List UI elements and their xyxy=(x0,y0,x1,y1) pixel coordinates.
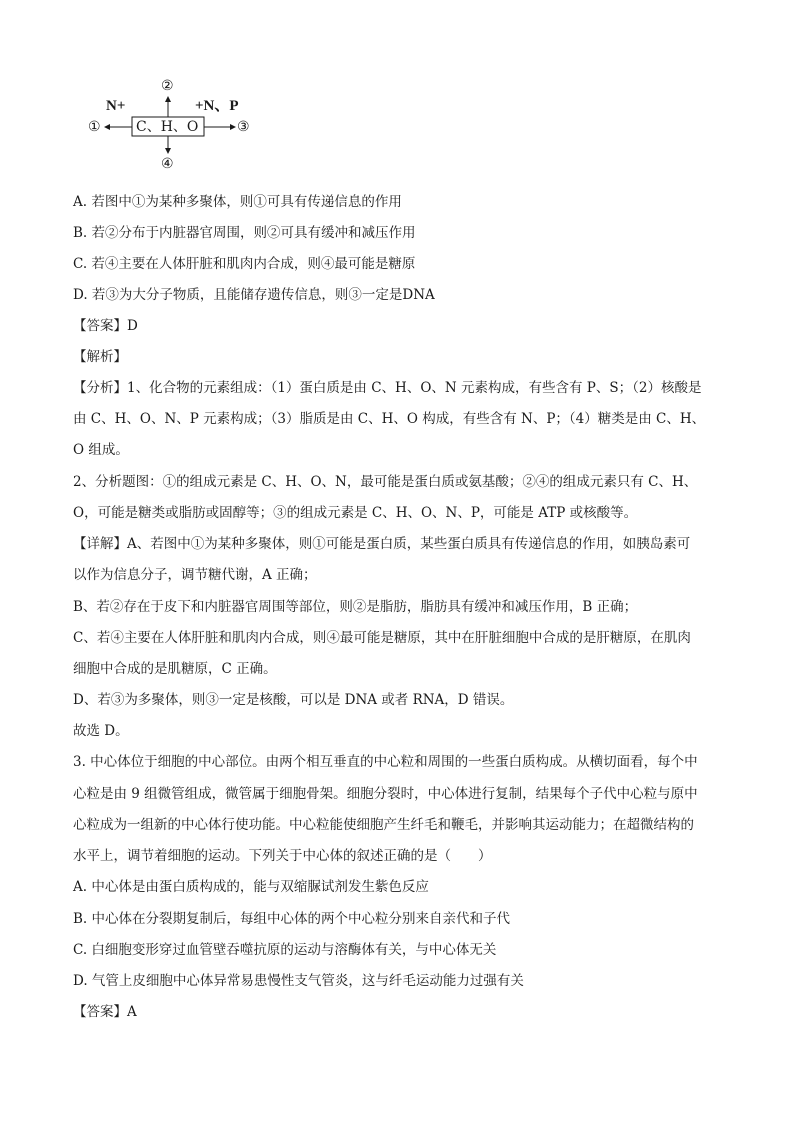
option-a: A. 若图中①为某种多聚体，则①可具有传递信息的作用 xyxy=(73,194,402,210)
arrowhead-right xyxy=(230,124,236,130)
q3-option-b: B. 中心体在分裂期复制后，每组中心体的两个中心粒分别来自亲代和子代 xyxy=(73,911,511,927)
detail-line: 以作为信息分子，调节糖代谢，A 正确； xyxy=(73,567,317,583)
q3-option-d: D. 气管上皮细胞中心体异常易患慢性支气管炎，这与纤毛运动能力过强有关 xyxy=(73,973,524,989)
option-c: C. 若④主要在人体肝脏和肌肉内合成，则④最可能是糖原 xyxy=(73,256,416,272)
arrowhead-down xyxy=(165,148,171,154)
left-arrow-label: N+ xyxy=(106,98,126,114)
analysis-line: 2、分析题图：①的组成元素是 C、H、O、N，最可能是蛋白质或氨基酸；②④的组成元素只有 C、H、 xyxy=(73,474,698,490)
question-3-stem: 水平上，调节着细胞的运动。下列关于中心体的叙述正确的是（ ） xyxy=(73,848,492,864)
center-elements: C、H、O xyxy=(136,119,199,135)
answer-line: 【答案】D xyxy=(73,318,138,334)
detail-line: C、若④主要在人体肝脏和肌肉内合成，则④最可能是糖原，其中在肝脏细胞中合成的是肝糖原，在肌肉 xyxy=(73,630,691,646)
option-b: B. 若②分布于内脏器官周围，则②可具有缓冲和减压作用 xyxy=(73,225,416,241)
analysis-line: 由 C、H、O、N、P 元素构成；（3）脂质是由 C、H、O 构成，有些含有 N、P；（4）糖类是由 C、H、 xyxy=(73,411,706,427)
question-3-stem: 心粒是由 9 组微管组成，微管属于细胞骨架。细胞分裂时，中心体进行复制，结果每个子代中心粒与原中 xyxy=(73,786,698,802)
question-3-stem: 3. 中心体位于细胞的中心部位。由两个相互垂直的中心粒和周围的一些蛋白质构成。从横切面看，每个中 xyxy=(73,754,698,770)
node-3: ③ xyxy=(237,119,250,135)
node-2: ② xyxy=(161,78,174,94)
arrowhead-left xyxy=(104,124,110,130)
detail-line: B、若②存在于皮下和内脏器官周围等部位，则②是脂肪，脂肪具有缓冲和减压作用，B 正确； xyxy=(73,599,638,615)
analysis-line: O 组成。 xyxy=(73,442,129,458)
analysis-line: O，可能是糖类或脂肪或固醇等；③的组成元素是 C、H、O、N、P，可能是 ATP 或核酸等。 xyxy=(73,505,638,521)
option-d: D. 若③为大分子物质，且能储存遗传信息，则③一定是DNA xyxy=(73,287,435,303)
right-arrow-label: +N、P xyxy=(195,98,239,114)
detail-line: 【详解】A、若图中①为某种多聚体，则①可能是蛋白质，某些蛋白质具有传递信息的作用，如胰岛素可 xyxy=(73,536,691,552)
detail-line: D、若③为多聚体，则③一定是核酸，可以是 DNA 或者 RNA，D 错误。 xyxy=(73,692,514,708)
question-3-stem: 心粒成为一组新的中心体行使功能。中心粒能使细胞产生纤毛和鞭毛，并影响其运动能力；在超微结构的 xyxy=(73,817,694,833)
q3-option-c: C. 白细胞变形穿过血管壁吞噬抗原的运动与溶酶体有关，与中心体无关 xyxy=(73,942,497,958)
detail-conclusion: 故选 D。 xyxy=(73,723,129,739)
node-4: ④ xyxy=(161,156,174,172)
analysis-line: 【分析】1、化合物的元素组成：（1）蛋白质是由 C、H、O、N 元素构成，有些含有 P、S；（2）核酸是 xyxy=(73,380,702,396)
q3-answer-line: 【答案】A xyxy=(73,1004,137,1020)
node-1: ① xyxy=(88,119,101,135)
element-composition-diagram xyxy=(84,76,274,176)
arrowhead-up xyxy=(165,96,171,102)
detail-line: 细胞中合成的是肌糖原，C 正确。 xyxy=(73,661,277,677)
analysis-heading: 【解析】 xyxy=(73,349,127,365)
q3-option-a: A. 中心体是由蛋白质构成的，能与双缩脲试剂发生紫色反应 xyxy=(73,879,429,895)
